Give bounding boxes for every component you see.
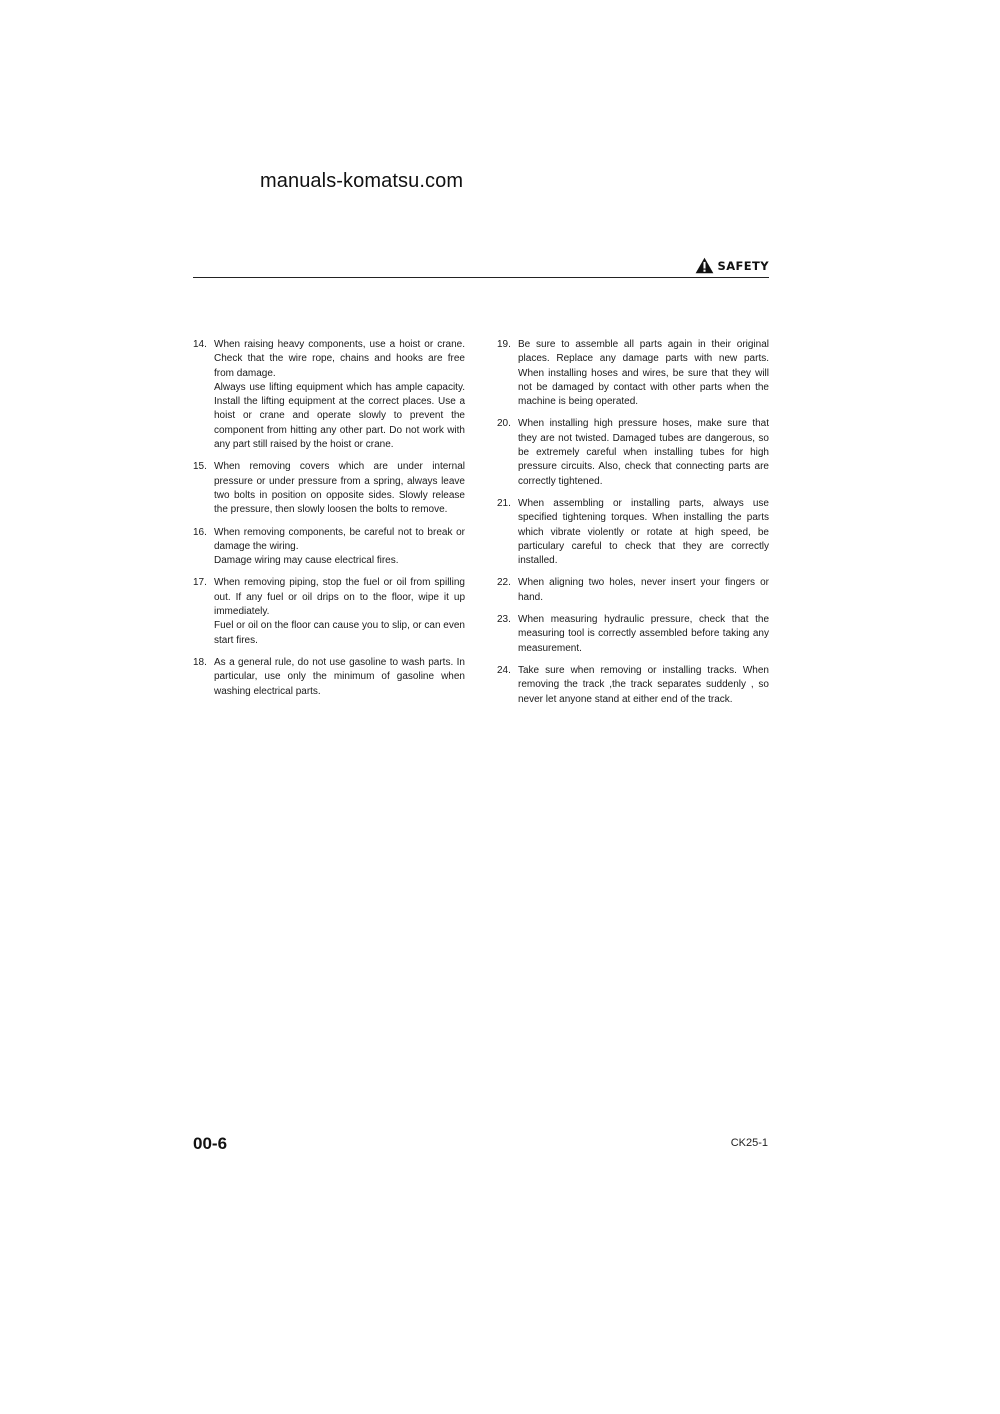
item-paragraph: When measuring hydraulic pressure, check that the measuring tool is correctly assembled before taking any measurement.	[518, 614, 769, 654]
item-paragraph: When removing covers which are under internal pressure or under pressure from a spring, always leave two bolts in position on opposite sides. Slowly release the pressure, then slowly loosen the bolts to remove.	[214, 461, 465, 516]
item-paragraph: Be sure to assemble all parts again in their original places. Replace any damage parts with new parts. When installing hoses and wires, be sure that they will not be damaged by contact with other parts when the machine is being operated.	[518, 339, 769, 408]
list-item	[193, 656, 465, 699]
watermark-text: manuals-komatsu.com	[260, 170, 464, 192]
item-number: 21.	[497, 497, 511, 509]
right-column	[497, 338, 769, 715]
item-body	[214, 338, 465, 452]
item-paragraph: When installing high pressure hoses, make sure that they are not twisted. Damaged tubes are dangerous, so be extremely careful when installing tubes for high pressure circuits. Also, check that connecting parts are correctly tightened.	[518, 418, 769, 487]
item-number: 17.	[193, 577, 207, 589]
list-item	[497, 613, 769, 656]
item-paragraph: When removing piping, stop the fuel or oil from spilling out. If any fuel or oil drips on to the floor, wipe it up immediately.	[214, 577, 465, 618]
list-item	[193, 576, 465, 647]
item-number: 16.	[193, 526, 207, 538]
item-number: 18.	[193, 656, 207, 668]
list-item	[497, 576, 769, 605]
item-body	[518, 576, 769, 605]
item-number: 14.	[193, 339, 207, 350]
item-paragraph: Fuel or oil on the floor can cause you to slip, or can even start fires.	[214, 620, 465, 646]
item-body	[214, 656, 465, 699]
item-number: 24.	[497, 664, 511, 676]
list-item	[497, 664, 769, 707]
left-column	[193, 338, 465, 707]
item-number: 23.	[497, 614, 511, 626]
item-number: 20.	[497, 418, 511, 430]
item-body	[214, 526, 465, 569]
item-number: 15.	[193, 461, 207, 473]
item-paragraph: When raising heavy components, use a hoist or crane. Check that the wire rope, chains and hooks are free from damage.	[214, 339, 465, 379]
item-body	[214, 460, 465, 517]
section-title: SAFETY	[717, 258, 769, 273]
item-paragraph: Always use lifting equipment which has ample capacity. Install the lifting equipment at the correct places. Use a hoist or crane and operate slowly to prevent the component from hitting any other part. Do not work with any part still raised by the hoist or crane.	[214, 381, 465, 451]
item-body	[518, 497, 769, 568]
section-header	[695, 257, 769, 274]
item-body	[518, 417, 769, 488]
item-number: 22.	[497, 577, 511, 589]
list-item	[193, 526, 465, 569]
header-divider	[193, 277, 769, 278]
page-number: 00-6	[193, 1134, 228, 1153]
item-paragraph: As a general rule, do not use gasoline to wash parts. In particular, use only the minimum of gasoline when washing electrical parts.	[214, 656, 465, 697]
item-paragraph: When removing components, be careful not to break or damage the wiring.	[214, 526, 465, 552]
item-paragraph: When assembling or installing parts, always use specified tightening torques. When installing the parts which vibrate violently or rotate at high speed, be particulary careful to check that they are correctly installed.	[518, 497, 769, 567]
item-body	[518, 664, 769, 707]
item-paragraph: When aligning two holes, never insert your fingers or hand.	[518, 577, 769, 603]
list-item	[193, 338, 465, 452]
item-paragraph: Damage wiring may cause electrical fires.	[214, 555, 399, 567]
list-item	[497, 417, 769, 488]
model-code: CK25-1	[730, 1137, 768, 1149]
warning-triangle-icon	[695, 257, 714, 274]
item-paragraph: Take sure when removing or installing tracks. When removing the track ,the track separates suddenly , so never let anyone stand at either end of the track.	[518, 664, 769, 705]
item-body	[214, 576, 465, 647]
list-item	[193, 460, 465, 517]
list-item	[497, 497, 769, 568]
item-body	[518, 613, 769, 656]
item-body	[518, 338, 769, 409]
list-item	[497, 338, 769, 409]
item-number: 19.	[497, 339, 511, 350]
